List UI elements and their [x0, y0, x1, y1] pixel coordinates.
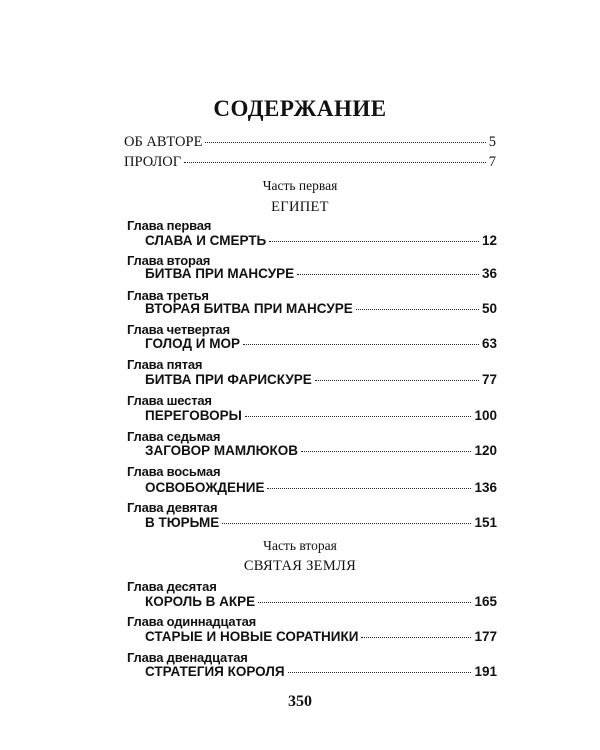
chapter-page: 77 — [481, 372, 497, 387]
chapter-title: СЛАВА И СМЕРТЬ — [145, 233, 267, 248]
chapter-label: Глава четвертая — [127, 322, 230, 337]
part-label: Часть вторая — [263, 538, 337, 553]
chapter-title: СТРАТЕГИЯ КОРОЛЯ — [145, 664, 285, 679]
chapter-label: Глава первая — [127, 218, 212, 233]
chapter-title: ВТОРАЯ БИТВА ПРИ МАНСУРЕ — [145, 301, 353, 316]
toc-entry-about-author — [124, 134, 496, 151]
toc-entry-label: ОБ АВТОРЕ — [124, 134, 203, 150]
chapter-entry — [145, 515, 497, 530]
chapter-title: БИТВА ПРИ МАНСУРЕ — [145, 266, 295, 281]
dot-leader — [301, 451, 471, 452]
toc-entry-page: 5 — [488, 134, 496, 150]
chapter-label: Глава десятая — [127, 579, 217, 594]
chapter-entry — [145, 408, 497, 423]
chapter-page: 151 — [474, 515, 497, 530]
chapter-entry — [145, 480, 497, 495]
dot-leader — [269, 241, 479, 242]
dot-leader — [245, 416, 472, 417]
dot-leader — [315, 380, 479, 381]
chapter-page: 100 — [474, 408, 497, 423]
dot-leader — [288, 672, 472, 673]
chapter-entry — [145, 629, 497, 644]
chapter-title: В ТЮРЬМЕ — [145, 515, 220, 530]
chapter-entry — [145, 443, 497, 458]
chapter-label: Глава третья — [127, 288, 209, 303]
dot-leader — [361, 637, 471, 638]
chapter-label: Глава вторая — [127, 253, 211, 268]
chapter-page: 50 — [481, 301, 497, 316]
chapter-title: ОСВОБОЖДЕНИЕ — [145, 480, 265, 495]
chapter-label: Глава двенадцатая — [127, 650, 248, 665]
dot-leader — [356, 309, 479, 310]
chapter-page: 177 — [474, 629, 497, 644]
page-title: СОДЕРЖАНИЕ — [213, 96, 387, 121]
chapter-page: 191 — [474, 664, 497, 679]
chapter-page: 120 — [474, 443, 497, 458]
page-number: 350 — [288, 693, 312, 710]
chapter-label: Глава пятая — [127, 357, 203, 372]
toc-entry-page: 7 — [488, 154, 496, 170]
part-title: СВЯТАЯ ЗЕМЛЯ — [243, 558, 357, 574]
chapter-title: ПЕРЕГОВОРЫ — [145, 408, 242, 423]
chapter-entry — [145, 233, 497, 248]
chapter-label: Глава седьмая — [127, 429, 221, 444]
chapter-entry — [145, 266, 497, 281]
chapter-page: 165 — [474, 594, 497, 609]
chapter-title: СТАРЫЕ И НОВЫЕ СОРАТНИКИ — [145, 629, 359, 644]
dot-leader — [258, 602, 471, 603]
part-title: ЕГИПЕТ — [271, 199, 329, 215]
chapter-label: Глава девятая — [127, 500, 218, 515]
dot-leader — [297, 274, 479, 275]
part-label: Часть первая — [262, 178, 338, 193]
chapter-label: Глава восьмая — [127, 464, 221, 479]
chapter-title: КОРОЛЬ В АКРЕ — [145, 594, 256, 609]
dot-leader — [222, 523, 471, 524]
chapter-label: Глава шестая — [127, 393, 212, 408]
chapter-entry — [145, 594, 497, 609]
chapter-entry — [145, 664, 497, 679]
chapter-entry — [145, 372, 497, 387]
toc-entry-label: ПРОЛОГ — [124, 154, 182, 170]
chapter-title: БИТВА ПРИ ФАРИСКУРЕ — [145, 372, 312, 387]
chapter-entry — [145, 301, 497, 316]
chapter-page: 136 — [474, 480, 497, 495]
dot-leader — [243, 344, 479, 345]
chapter-page: 36 — [481, 266, 497, 281]
toc-entry-prologue — [124, 154, 496, 171]
dot-leader — [184, 162, 486, 163]
chapter-entry — [145, 336, 497, 351]
chapter-page: 12 — [481, 233, 497, 248]
dot-leader — [205, 142, 485, 143]
chapter-page: 63 — [481, 336, 497, 351]
dot-leader — [267, 488, 471, 489]
chapter-label: Глава одиннадцатая — [127, 614, 257, 629]
chapter-title: ЗАГОВОР МАМЛЮКОВ — [145, 443, 298, 458]
chapter-title: ГОЛОД И МОР — [145, 336, 241, 351]
